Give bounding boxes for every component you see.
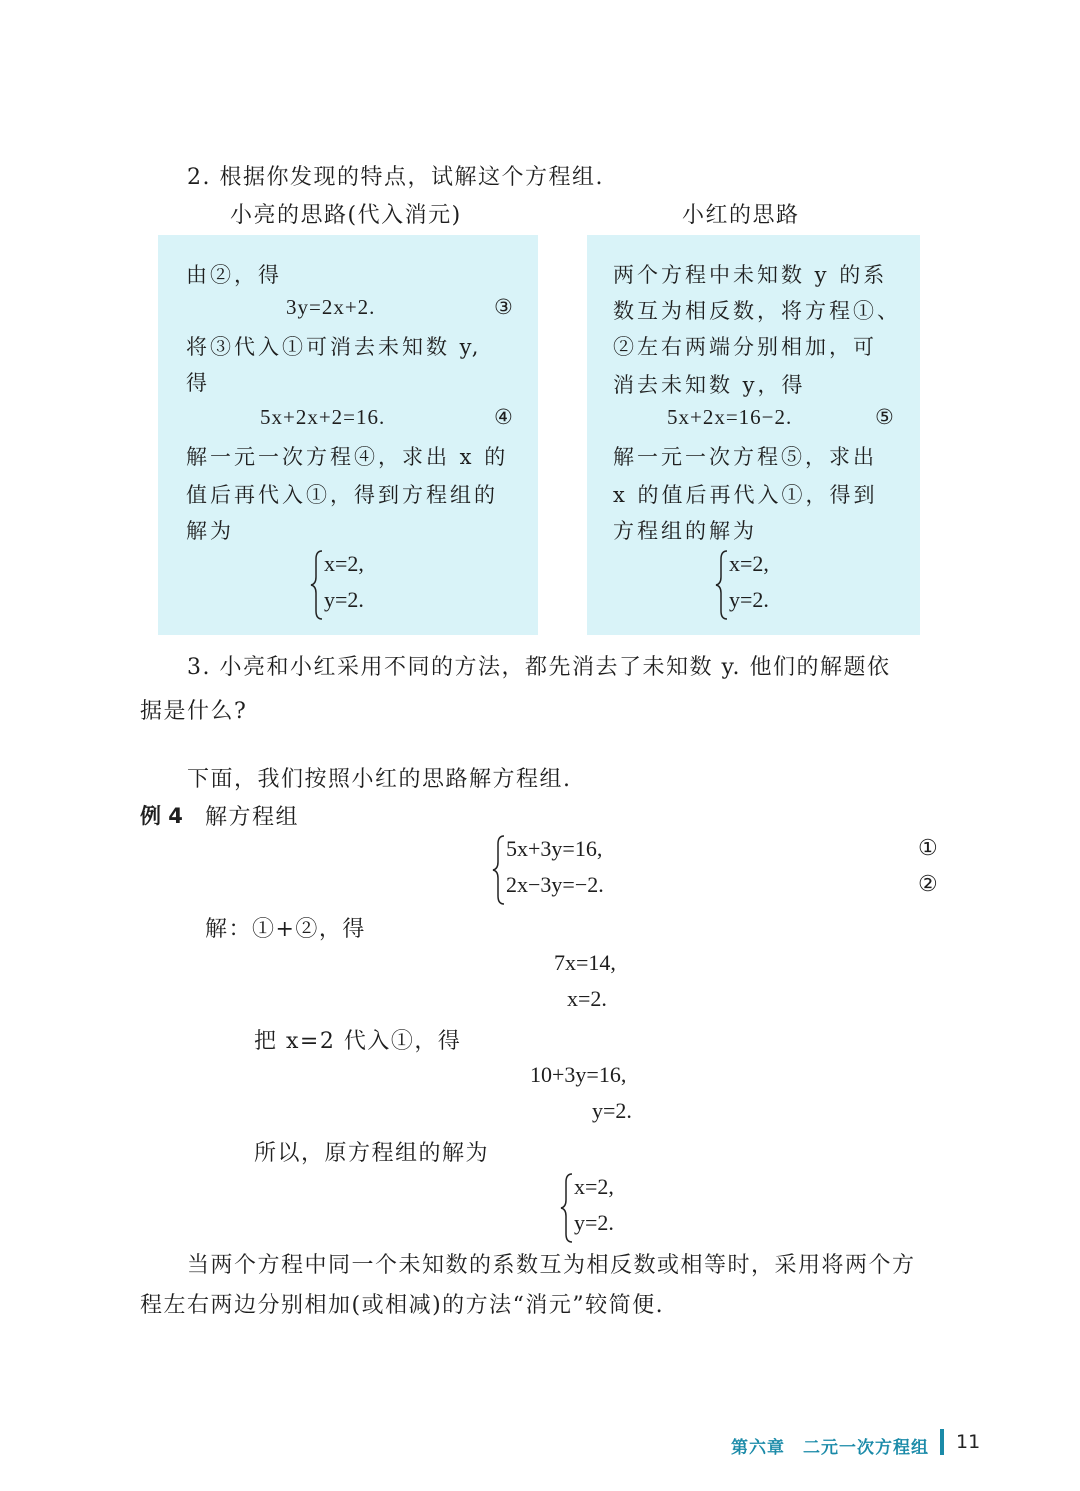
box-line: 解为 [186, 519, 234, 543]
xiaoliang-method-box [158, 235, 538, 635]
left-brace-icon [560, 1172, 574, 1244]
solution-y: y=2. [574, 1210, 614, 1235]
final-solution-system [560, 1172, 680, 1244]
left-heading: 小亮的思路(代入消元) [230, 203, 462, 228]
equation-4: 5x+2x+2=16. [260, 405, 386, 429]
solution-system [310, 549, 430, 621]
box-line: ②左右两端分别相加，可 [613, 335, 877, 359]
equation-number-1: ① [918, 836, 940, 861]
therefore-text: 所以，原方程组的解为 [254, 1141, 490, 1166]
system-equation-1: 5x+3y=16, [506, 836, 603, 861]
equation-number: ③ [494, 295, 516, 319]
xiaohong-method-box [587, 235, 920, 635]
page-number: 11 [956, 1431, 981, 1453]
box-line: 两个方程中未知数 y 的系 [613, 263, 888, 287]
right-heading: 小红的思路 [682, 203, 800, 228]
intro-text: 下面，我们按照小红的思路解方程组. [187, 767, 572, 792]
box-line: 值后再代入①，得到方程组的 [186, 483, 498, 507]
equation-number-2: ② [918, 872, 940, 897]
box-line: 得 [186, 371, 210, 395]
question-3-line-2: 据是什么? [140, 699, 248, 724]
box-line: 数互为相反数，将方程①、 [613, 299, 901, 323]
chapter-title: 第六章 二元一次方程组 [731, 1438, 929, 1458]
box-line: 解一元一次方程④，求出 x 的 [186, 445, 509, 469]
example-label: 例 4 [140, 804, 183, 828]
conclusion-line-2: 程左右两边分别相加(或相减)的方法“消元”较简便. [140, 1293, 665, 1318]
box-line: 消去未知数 y，得 [613, 373, 806, 397]
step-x: x=2. [567, 986, 607, 1011]
box-line: 解一元一次方程⑤，求出 [613, 445, 877, 469]
question-3-line-1: 3. 小亮和小红采用不同的方法，都先消去了未知数 y. 他们的解题依 [187, 655, 891, 680]
step-10: 10+3y=16, [530, 1062, 627, 1087]
box-line: 将③代入①可消去未知数 y, [186, 335, 482, 359]
solution-system [715, 549, 835, 621]
solution-x: x=2, [324, 551, 364, 576]
conclusion-line-1: 当两个方程中同一个未知数的系数互为相反数或相等时，采用将两个方 [187, 1253, 916, 1278]
footer-divider [940, 1429, 944, 1455]
question-2: 2. 根据你发现的特点，试解这个方程组. [187, 165, 604, 190]
left-brace-icon [715, 549, 729, 621]
step-y: y=2. [592, 1098, 632, 1123]
box-line: x 的值后再代入①，得到 [613, 483, 878, 507]
example-title: 解方程组 [205, 805, 300, 830]
equation-number: ④ [494, 405, 516, 429]
solution-y: y=2. [729, 587, 769, 612]
solution-x: x=2, [574, 1174, 614, 1199]
left-brace-icon [310, 549, 324, 621]
system-equation-2: 2x−3y=−2. [506, 872, 604, 897]
substitute-text: 把 x=2 代入①，得 [254, 1029, 462, 1054]
box-line: 由②，得 [186, 263, 282, 287]
solution-x: x=2, [729, 551, 769, 576]
equation-5: 5x+2x=16−2. [667, 405, 793, 429]
equation-3: 3y=2x+2. [286, 295, 376, 319]
example-system [492, 834, 692, 906]
solution-y: y=2. [324, 587, 364, 612]
equation-number: ⑤ [875, 405, 897, 429]
left-brace-icon [492, 834, 506, 906]
solution-start: 解：①+②，得 [205, 917, 366, 942]
step-7x: 7x=14, [554, 950, 616, 975]
box-line: 方程组的解为 [613, 519, 757, 543]
